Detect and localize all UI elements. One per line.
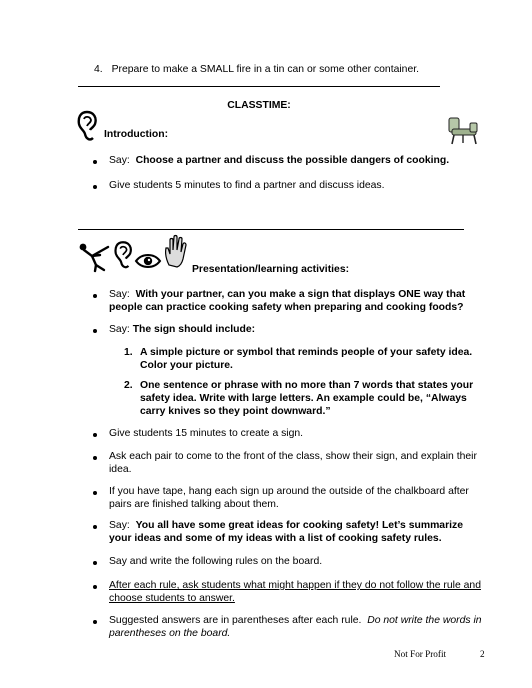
presentation-bullet-8-line: choose students to answer. [109, 593, 235, 604]
sub-item-2 [140, 379, 485, 418]
bullet-marker [93, 620, 97, 624]
section-divider [78, 229, 464, 230]
bullet-marker [93, 329, 97, 333]
presentation-bullet-8 [109, 579, 489, 605]
bullet-marker [93, 433, 97, 437]
presentation-bullet-4-line: idea. [109, 464, 132, 475]
ear-icon [76, 110, 98, 142]
intro-bullet-2: Give students 5 minutes to find a partner and discuss ideas. [109, 180, 385, 191]
presentation-bullet-5 [109, 485, 489, 511]
presentation-heading: Presentation/learning activities: [192, 264, 350, 275]
classtime-heading: CLASSTIME: [227, 100, 291, 111]
presentation-bullet-3: Give students 15 minutes to create a sign. [109, 428, 304, 439]
section-divider [78, 86, 440, 87]
sub-item-1-line: A simple picture or symbol that reminds people of your safety idea. [140, 347, 473, 358]
presentation-bullet-5-line: pairs are finished talking about them. [109, 499, 279, 510]
prep-item-number: 4. [94, 64, 103, 75]
prep-item [94, 63, 419, 76]
ear-icon [113, 239, 133, 271]
sub-item-1 [140, 346, 485, 372]
bullet-marker [93, 160, 97, 164]
bullet-marker [93, 456, 97, 460]
intro-bullet-1-text: Choose a partner and discuss the possible dangers of cooking. [135, 155, 450, 166]
stick-figure-stretch-icon [78, 241, 112, 273]
say-lead: Say: [109, 155, 130, 166]
presentation-bullet-9-italic: Do not write the words in [367, 615, 482, 626]
hand-icon [163, 235, 187, 269]
introduction-heading: Introduction: [104, 129, 169, 140]
sub-item-number: 2. [124, 380, 133, 391]
bullet-marker [93, 185, 97, 189]
say-lead: Say: [109, 324, 130, 335]
chair-icon [446, 116, 480, 146]
footer-label: Not For Profit [394, 649, 447, 659]
say-lead: Say: [109, 520, 130, 531]
presentation-bullet-6-line: your ideas and some of my ideas with a list of cooking safety rules. [109, 533, 442, 544]
presentation-bullet-1 [109, 288, 489, 314]
presentation-bullet-4-line: Ask each pair to come to the front of the class, show their sign, and explain their [109, 451, 477, 462]
presentation-bullet-5-line: If you have tape, hang each sign up around the outside of the chalkboard after [109, 486, 469, 497]
presentation-bullet-9-text: Suggested answers are in parentheses after each rule. [109, 615, 362, 626]
sub-item-number: 1. [124, 347, 133, 358]
sub-item-2-line: One sentence or phrase with no more than 7 words that states your [140, 380, 474, 391]
presentation-bullet-8-line: After each rule, ask students what might happen if they do not follow the rule and [109, 580, 481, 591]
page-number: 2 [480, 649, 485, 659]
say-lead: Say: [109, 289, 130, 300]
presentation-bullet-4 [109, 450, 489, 476]
bullet-marker [93, 585, 97, 589]
presentation-bullet-2-text: The sign should include: [132, 324, 256, 335]
sub-item-1-line: Color your picture. [140, 360, 233, 371]
sub-item-2-line: safety idea. Write with large letters. An example could be, “Always [140, 393, 467, 404]
eye-icon [134, 252, 162, 270]
presentation-bullet-2 [109, 323, 489, 336]
bullet-marker [93, 525, 97, 529]
presentation-bullet-9-italic: parentheses on the board. [109, 628, 231, 639]
presentation-bullet-1-line: people can practice cooking safety when preparing and cooking foods? [109, 302, 464, 313]
bullet-marker [93, 491, 97, 495]
bullet-marker [93, 294, 97, 298]
presentation-bullet-1-line: With your partner, can you make a sign that displays ONE way that [135, 289, 466, 300]
presentation-bullet-9 [109, 614, 489, 640]
prep-item-text: Prepare to make a SMALL fire in a tin can or some other container. [111, 64, 420, 75]
presentation-bullet-6-line: You all have some great ideas for cooking safety! Let’s summarize [135, 520, 463, 531]
presentation-bullet-6 [109, 519, 489, 545]
presentation-bullet-7: Say and write the following rules on the board. [109, 556, 323, 567]
bullet-marker [93, 561, 97, 565]
sub-item-2-line: carry knives so they point downward.” [140, 406, 331, 417]
intro-bullet-1 [109, 154, 489, 167]
